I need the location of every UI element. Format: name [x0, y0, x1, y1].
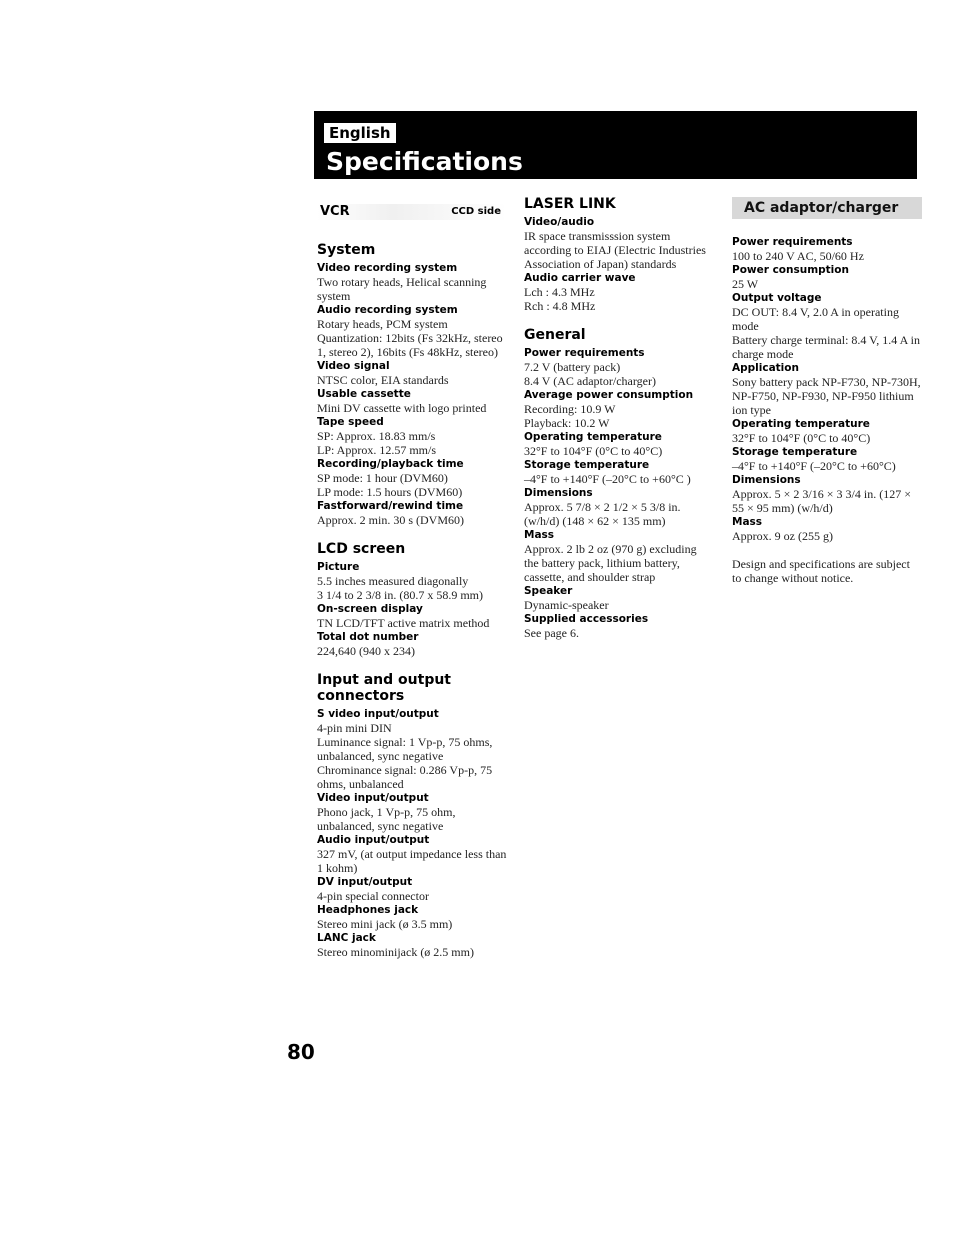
section-heading-laser: LASER LINK [524, 196, 616, 212]
spec-label: Video signal [317, 360, 390, 372]
spec-label: Power consumption [732, 264, 849, 276]
spec-label: Speaker [524, 585, 573, 597]
spec-value: Approx. 2 lb 2 oz (970 g) excluding the battery pack, lithium battery, cassette, and shoulder strap [524, 542, 697, 584]
spec-value: Sony battery pack NP-F730, NP-730H, NP-F750, NP-F930, NP-F950 lithium ion type [732, 375, 921, 417]
spec-label: Output voltage [732, 292, 822, 304]
spec-label: LANC jack [317, 932, 376, 944]
spec-label: DV input/output [317, 876, 413, 888]
spec-label: Average power consumption [524, 389, 694, 401]
spec-label: Mass [524, 529, 555, 541]
spec-list-ac [732, 235, 922, 543]
spec-label: Video/audio [524, 216, 595, 228]
ac-heading-box [732, 197, 922, 219]
spec-value: Stereo mini jack (ø 3.5 mm) [317, 917, 453, 931]
column-2 [524, 196, 714, 640]
language-label: English [324, 123, 396, 143]
spec-label: Headphones jack [317, 904, 419, 916]
spec-value: Dynamic-speaker [524, 598, 609, 612]
page-title: Specifications [326, 147, 523, 176]
spec-value: 25 W [732, 277, 759, 291]
spec-value: –4°F to +140°F (–20°C to +60°C) [732, 459, 896, 473]
spec-label: Dimensions [732, 474, 801, 486]
section-heading-system: System [317, 242, 376, 258]
section-heading-general: General [524, 327, 586, 343]
vcr-label: VCR [320, 204, 350, 219]
spec-value: Approx. 9 oz (255 g) [732, 529, 833, 543]
spec-label: Audio input/output [317, 834, 430, 846]
spec-label: Picture [317, 561, 360, 573]
spec-value: Mini DV cassette with logo printed [317, 401, 487, 415]
spec-value: Two rotary heads, Helical scanning system [317, 275, 487, 303]
spec-value: Approx. 5 × 2 3/16 × 3 3/4 in. (127 × 55 × 95 mm) (w/h/d) [732, 487, 911, 515]
spec-value: Approx. 5 7/8 × 2 1/2 × 5 3/8 in. (w/h/d) (148 × 62 × 135 mm) [524, 500, 681, 528]
spec-value: Phono jack, 1 Vp-p, 75 ohm, unbalanced, sync negative [317, 805, 456, 833]
disclaimer-note: Design and specifications are subject to change without notice. [732, 557, 910, 585]
spec-value: Approx. 2 min. 30 s (DVM60) [317, 513, 464, 527]
spec-label: Recording/playback time [317, 458, 464, 470]
spec-value: 5.5 inches measured diagonally 3 1/4 to 2 3/8 in. (80.7 x 58.9 mm) [317, 574, 483, 602]
spec-value: NTSC color, EIA standards [317, 373, 449, 387]
spec-label: Application [732, 362, 799, 374]
spec-value: 32°F to 104°F (0°C to 40°C) [524, 444, 663, 458]
spec-value: Stereo minominijack (ø 2.5 mm) [317, 945, 474, 959]
spec-list-general [524, 346, 714, 640]
spec-value: 224,640 (940 x 234) [317, 644, 415, 658]
spec-label: Tape speed [317, 416, 384, 428]
vcr-note: CCD side [451, 206, 501, 217]
spec-label: Mass [732, 516, 763, 528]
spec-label: Video recording system [317, 262, 458, 274]
spec-value: 7.2 V (battery pack) 8.4 V (AC adaptor/charger) [524, 360, 656, 388]
spec-label: Storage temperature [732, 446, 858, 458]
spec-value: Rotary heads, PCM system Quantization: 12bits (Fs 32kHz, stereo 1, stereo 2), 16bits (Fs 48kHz, stereo) [317, 317, 503, 359]
spec-label: Audio recording system [317, 304, 458, 316]
spec-value: DC OUT: 8.4 V, 2.0 A in operating mode Battery charge terminal: 8.4 V, 1.4 A in charge mode [732, 305, 920, 361]
spec-list-lcd [317, 560, 507, 658]
spec-value: 327 mV, (at output impedance less than 1 kohm) [317, 847, 507, 875]
spec-label: Dimensions [524, 487, 593, 499]
spec-label: Total dot number [317, 631, 419, 643]
spec-label: Supplied accessories [524, 613, 649, 625]
spec-value: 4-pin mini DIN Luminance signal: 1 Vp-p, 75 ohms, unbalanced, sync negative Chrominance signal: 0.286 Vp-p, 75 ohms, unbalanced [317, 721, 493, 791]
spec-value: Recording: 10.9 W Playback: 10.2 W [524, 402, 616, 430]
spec-value: 100 to 240 V AC, 50/60 Hz [732, 249, 864, 263]
spec-list-system [317, 261, 507, 527]
spec-label: On-screen display [317, 603, 423, 615]
spec-label: Power requirements [732, 236, 853, 248]
spec-value: SP: Approx. 18.83 mm/s LP: Approx. 12.57 mm/s [317, 429, 437, 457]
spec-value: See page 6. [524, 626, 579, 640]
spec-label: Operating temperature [524, 431, 662, 443]
spec-value: IR space transmisssion system according to EIAJ (Electric Industries Association of Japan) standards [524, 229, 706, 271]
spec-label: Fastforward/rewind time [317, 500, 464, 512]
section-heading-io: Input and output connectors [317, 672, 451, 704]
vcr-heading [317, 204, 507, 220]
spec-value: 4-pin special connector [317, 889, 429, 903]
page-number: 80 [287, 1040, 315, 1064]
column-3 [732, 197, 922, 585]
header-banner [314, 111, 917, 179]
spec-value: 32°F to 104°F (0°C to 40°C) [732, 431, 871, 445]
spec-label: Video input/output [317, 792, 429, 804]
spec-label: Storage temperature [524, 459, 650, 471]
column-1 [317, 204, 507, 959]
spec-label: Power requirements [524, 347, 645, 359]
spec-label: Usable cassette [317, 388, 411, 400]
section-heading-ac: AC adaptor/charger [744, 200, 899, 216]
spec-value: Lch : 4.3 MHz Rch : 4.8 MHz [524, 285, 596, 313]
section-heading-lcd: LCD screen [317, 541, 406, 557]
spec-value: –4°F to +140°F (–20°C to +60°C ) [524, 472, 691, 486]
spec-label: S video input/output [317, 708, 439, 720]
spec-label: Audio carrier wave [524, 272, 636, 284]
spec-label: Operating temperature [732, 418, 870, 430]
spec-value: TN LCD/TFT active matrix method [317, 616, 490, 630]
spec-list-laser [524, 215, 714, 313]
spec-value: SP mode: 1 hour (DVM60) LP mode: 1.5 hours (DVM60) [317, 471, 463, 499]
spec-list-io [317, 707, 507, 959]
